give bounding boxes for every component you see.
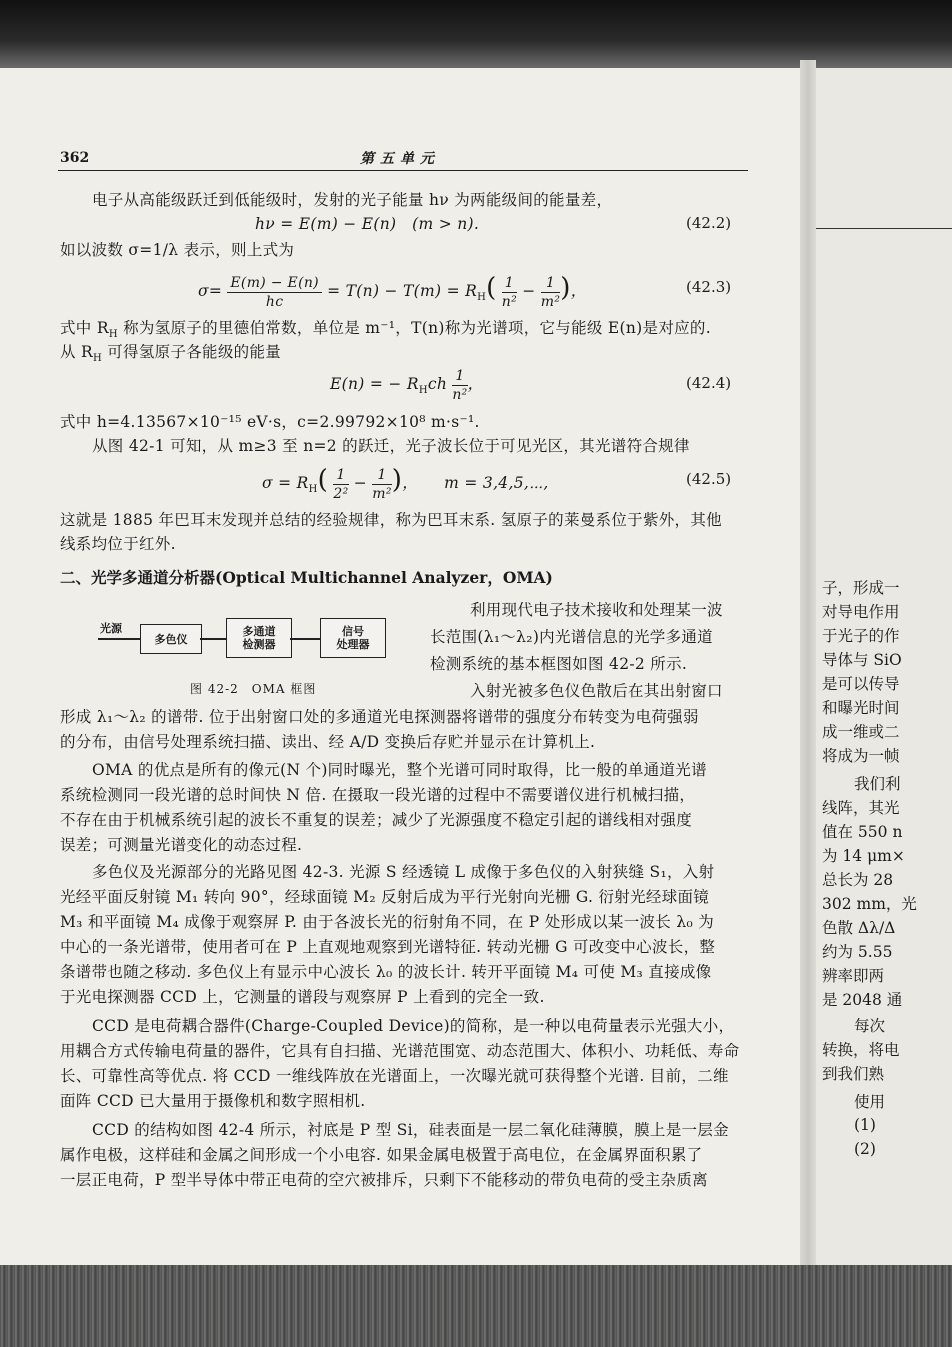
body-line: 于光电探测器 CCD 上，它测量的谱段与观察屏 P 上看到的完全一致.: [60, 988, 545, 1006]
right-page-line: 于光子的作: [822, 627, 900, 645]
right-page-header-rule: [816, 228, 952, 229]
body-line: 条谱带也随之移动. 多色仪上有显示中心波长 λ₀ 的波长计. 转开平面镜 M₄ 可使 M₃ 直接成像: [60, 963, 712, 981]
right-page-line: 到我们熟: [822, 1065, 885, 1083]
body-line: 系统检测同一段光谱的总时间快 N 倍. 在摄取一段光谱的过程中不需要谱仪进行机械扫描，: [60, 786, 696, 804]
equation-number: (42.2): [686, 214, 732, 232]
right-page-line: 线阵，其光: [822, 799, 900, 817]
right-page-line: 将成为一帧: [822, 747, 900, 765]
body-line: 长、可靠性高等优点. 将 CCD 一维线阵放在光谱面上，一次曝光就可获得整个光谱. 目前，二维: [60, 1067, 729, 1085]
body-line: 从 $R_H$ 可得氢原子各能级的能量: [60, 343, 282, 365]
right-page-line: 导体与 SiO: [822, 651, 902, 669]
body-line: 这就是 1885 年巴耳末发现并总结的经验规律，称为巴耳末系. 氢原子的莱曼系位于紫外，其他: [60, 511, 722, 529]
body-line: 如以波数 σ=1/λ 表示，则上式为: [60, 241, 295, 259]
right-page-line: 值在 550 n: [822, 823, 903, 841]
equation-42-3: σ= $\frac{E(m) - E(n)}{hc}$ = $T(n) - T(m) = R_H$( $\frac{1}{\text{n²}}$ − $\frac{1}{\text{m²}}$ )，: [198, 273, 587, 310]
body-line: M₃ 和平面镜 M₄ 成像于观察屏 P. 由于各波长光的衍射角不同，在 P 处形成以某一波长 λ₀ 为: [60, 913, 714, 931]
body-line: 从图 42-1 可知，从 m≥3 至 n=2 的跃迁，光子波长位于可见光区，其光谱符合规律: [92, 437, 690, 455]
body-line: 中心的一条光谱带，使用者可在 P 上直观地观察到光谱特征. 转动光栅 G 可改变中心波长，整: [60, 938, 716, 956]
right-page-line: 我们利: [854, 775, 901, 793]
equation-42-2: hν = E(m) − E(n) (m > n).: [255, 215, 480, 233]
input-label: 光源: [100, 622, 122, 635]
right-page: [816, 68, 952, 1265]
body-line: 属作电极，这样硅和金属之间形成一个小电容. 如果金属电极置于高电位，在金属界面积累了: [60, 1146, 703, 1164]
equation-42-5: $\sigma = R_H$( $\frac{1}{\text{2²}}$ − $\frac{1}{\text{m²}}$ )， m = 3,4,5,⋯,: [262, 465, 549, 502]
body-line: 面阵 CCD 已大量用于摄像机和数字照相机.: [60, 1092, 366, 1110]
section-heading: 二、光学多通道分析器(Optical Multichannel Analyzer，OMA): [60, 568, 553, 587]
book-gutter: [800, 60, 816, 1270]
body-line: 长范围(λ₁～λ₂)内光谱信息的光学多通道: [430, 628, 713, 646]
page-number: 362: [60, 150, 90, 166]
body-line: 线系均位于红外.: [60, 535, 176, 553]
equation-number: (42.4): [686, 374, 732, 392]
right-page-line: 每次: [854, 1017, 886, 1035]
figure-caption: 图 42-2 OMA 框图: [190, 682, 317, 696]
right-page-line: 和曝光时间: [822, 699, 900, 717]
right-page-line: 辨率即两: [822, 967, 885, 985]
right-page-line: 对导电作用: [822, 603, 900, 621]
body-line: 形成 λ₁～λ₂ 的谱带. 位于出射窗口处的多通道光电探测器将谱带的强度分布转变为电荷强弱: [60, 708, 699, 726]
body-line: 利用现代电子技术接收和处理某一波: [470, 601, 723, 619]
body-line: 多色仪及光源部分的光路见图 42-3. 光源 S 经透镜 L 成像于多色仪的入射狭缝 S₁，入射: [92, 863, 715, 881]
body-line: 一层正电荷，P 型半导体中带正电荷的空穴被排斥，只剩下不能移动的带负电荷的受主杂质离: [60, 1171, 708, 1189]
body-line: 入射光被多色仪色散后在其出射窗口: [470, 682, 723, 700]
body-line: 电子从高能级跃迁到低能级时，发射的光子能量 hν 为两能级间的能量差，: [92, 191, 613, 209]
connector-line: [200, 638, 226, 640]
body-line: 式中 $R_H$ 称为氢原子的里德伯常数，单位是 m⁻¹，T(n)称为光谱项，它与能级 E(n)是对应的.: [60, 319, 711, 341]
right-page-line: 成一维或二: [822, 723, 900, 741]
body-line: 检测系统的基本框图如图 42-2 所示.: [430, 655, 688, 673]
equation-number: (42.3): [686, 278, 732, 296]
right-page-line: (2): [854, 1140, 876, 1158]
right-page-line: 是 2048 通: [822, 991, 903, 1009]
right-page-line: 子，形成一: [822, 579, 900, 597]
scan-shadow-top: [0, 0, 952, 68]
equation-42-4: E(n) = − $R_Hch$ $\frac{1}{\text{n²}}$ ，: [330, 367, 484, 403]
connector-line: [290, 638, 320, 640]
right-page-line: 302 mm，光: [822, 895, 917, 913]
header-rule: [58, 170, 748, 171]
body-line: 光经平面反射镜 M₁ 转向 90°，经球面镜 M₂ 反射后成为平行光射向光栅 G. 衍射光经球面镜: [60, 888, 710, 906]
body-line: 的分布，由信号处理系统扫描、读出、经 A/D 变换后存贮并显示在计算机上.: [60, 733, 596, 751]
right-page-line: 为 14 μm×: [822, 847, 905, 865]
body-line: 误差；可测量光谱变化的动态过程.: [60, 836, 303, 854]
right-page-line: 使用: [854, 1093, 886, 1111]
signal-processor-block: 信号 处理器: [320, 618, 386, 658]
right-page-line: 约为 5.55: [822, 943, 893, 961]
scan-shadow-bottom: [0, 1265, 952, 1347]
body-line: 不存在由于机械系统引起的波长不重复的误差；减少了光源强度不稳定引起的谱线相对强度: [60, 811, 693, 829]
right-page-line: 转换，将电: [822, 1041, 900, 1059]
running-header: 第五单元: [360, 151, 440, 167]
connector-line: [98, 638, 140, 640]
right-page-line: 色散 Δλ/Δ: [822, 919, 896, 937]
body-line: CCD 的结构如图 42-4 所示，衬底是 P 型 Si，硅表面是一层二氧化硅薄膜，膜上是一层金: [92, 1121, 729, 1139]
equation-number: (42.5): [686, 470, 732, 488]
polychromator-block: 多色仪: [140, 624, 202, 654]
right-page-line: (1): [854, 1116, 876, 1134]
body-line: CCD 是电荷耦合器件(Charge-Coupled Device)的简称，是一种以电荷量表示光强大小，: [92, 1017, 735, 1035]
detector-block: 多通道 检测器: [226, 618, 292, 658]
body-line: OMA 的优点是所有的像元(N 个)同时曝光，整个光谱可同时取得，比一般的单通道光谱: [92, 761, 707, 779]
body-line: 式中 h=4.13567×10⁻¹⁵ eV·s，c=2.99792×10⁸ m·s⁻¹.: [60, 413, 480, 431]
right-page-line: 总长为 28: [822, 871, 894, 889]
body-line: 用耦合方式传输电荷量的器件，它具有自扫描、光谱范围宽、动态范围大、体积小、功耗低、寿命: [60, 1042, 740, 1060]
right-page-line: 是可以传导: [822, 675, 900, 693]
